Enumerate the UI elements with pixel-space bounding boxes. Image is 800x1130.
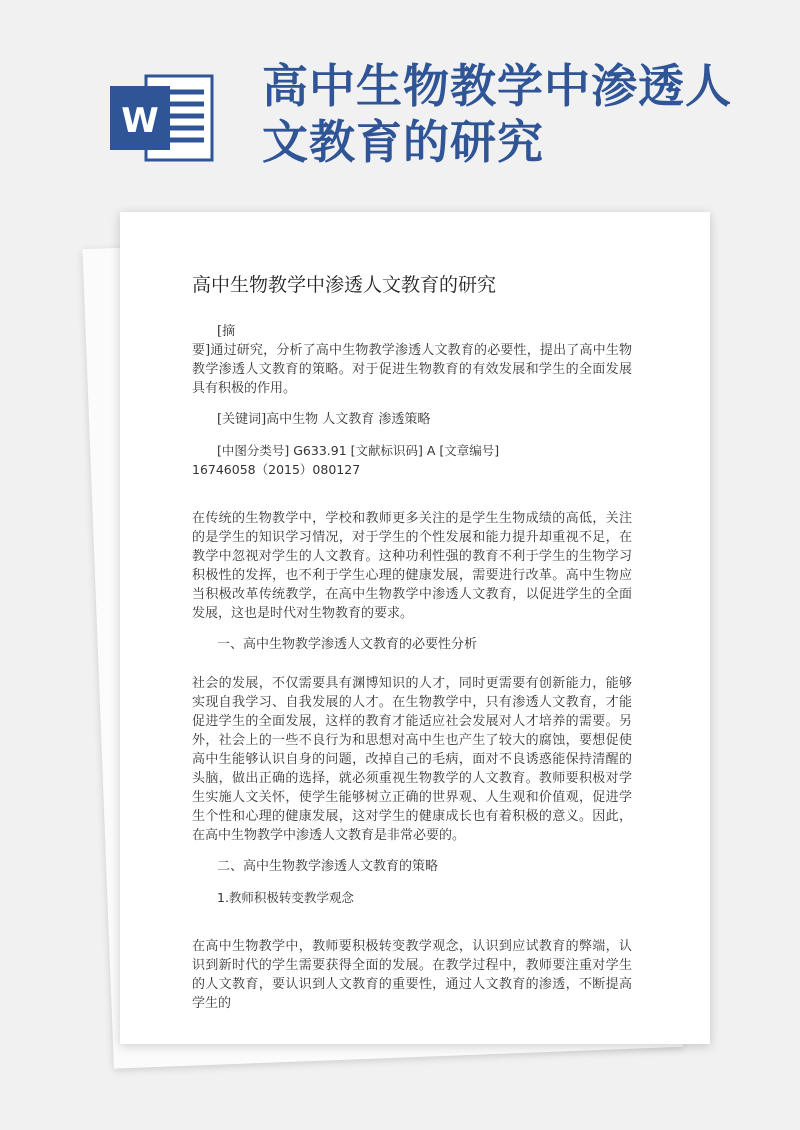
- document-page: [120, 212, 710, 1044]
- keywords: [关键词]高中生物 人文教育 渗透策略: [217, 412, 431, 427]
- header-banner: [0, 0, 800, 200]
- abstract-label: [摘: [217, 324, 236, 339]
- banner-title-line2: 文教育的研究: [262, 115, 544, 169]
- section2-heading: 二、高中生物教学渗透人文教育的策略: [217, 859, 439, 874]
- subsection1-heading: 1.教师积极转变教学观念: [217, 890, 354, 905]
- word-document-icon: [108, 72, 218, 164]
- subsection1-paragraph: 在高中生物教学中，教师要积极转变教学观念，认识到应试教育的弊端，认识到新时代的学生需要获得全面的发展。在教学过程中，教师要注重对学生的人文教育，要认识到人文教育的重要性，通过人文教育的渗透，不断提高学生的: [192, 939, 632, 1011]
- banner-title-line1: 高中生物教学中渗透人: [262, 59, 732, 113]
- document-body: [192, 272, 632, 1013]
- article-number: 16746058（2015）080127: [192, 462, 361, 477]
- section1-heading: 一、高中生物教学渗透人文教育的必要性分析: [217, 637, 478, 652]
- banner-title: [262, 58, 782, 170]
- classification: [中图分类号] G633.91 [文献标识码] A [文章编号]: [217, 443, 500, 458]
- abstract-text: 要]通过研究，分析了高中生物教学渗透人文教育的必要性，提出了高中生物教学渗透人文教育的策略。对于促进生物教育的有效发展和学生的全面发展具有积极的作用。: [192, 343, 632, 396]
- intro-paragraph: 在传统的生物教学中，学校和教师更多关注的是学生生物成绩的高低，关注的是学生的知识学习情况，对于学生的个性发展和能力提升却重视不足，在教学中忽视对学生的人文教育。这种功利性强的教育不利于学生的生物学习积极性的发挥，也不利于学生心理的健康发展，需要进行改革。高中生物应当积极改革传统教学，在高中生物教学中渗透人文教育，以促进学生的全面发展，这也是时代对生物教育的要求。: [192, 511, 632, 621]
- section1-paragraph: 社会的发展，不仅需要具有渊博知识的人才，同时更需要有创新能力，能够实现自我学习、自我发展的人才。在生物教学中，只有渗透人文教育，才能促进学生的全面发展，这样的教育才能适应社会发展对人才培养的需要。另外，社会上的一些不良行为和思想对高中生也产生了较大的腐蚀，要想促使高中生能够认识自身的问题，改掉自己的毛病，面对不良诱惑能保持清醒的头脑，做出正确的选择，就必须重视生物教学的人文教育。教师要积极对学生实施人文关怀，使学生能够树立正确的世界观、人生观和价值观，促进学生个性和心理的健康发展，这对学生的健康成长也有着积极的意义。因此，在高中生物教学中渗透人文教育是非常必要的。: [192, 676, 632, 843]
- document-title: 高中生物教学中渗透人文教育的研究: [192, 274, 497, 296]
- word-icon-letter: W: [121, 101, 159, 141]
